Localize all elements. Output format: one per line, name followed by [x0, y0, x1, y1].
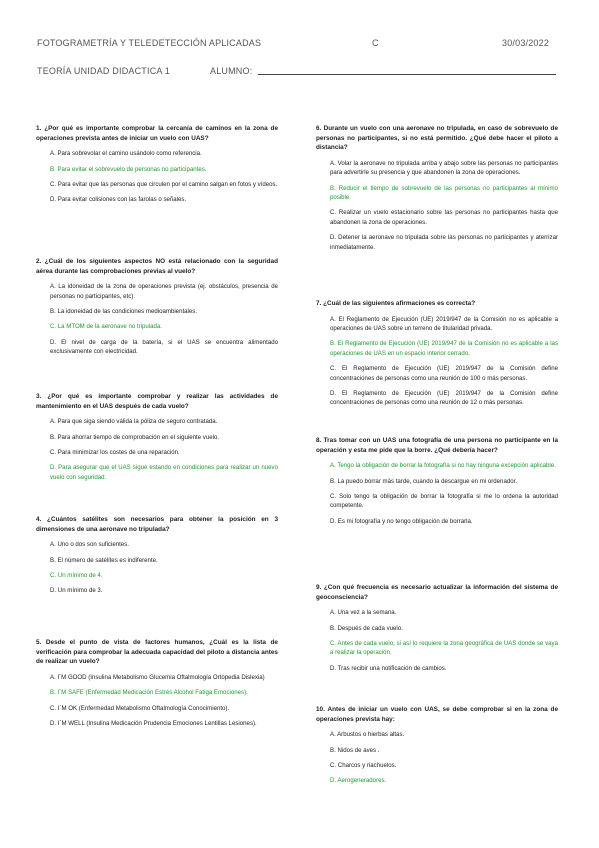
answer-option[interactable]: A. Una vez a la semana. [330, 609, 397, 617]
answer-option[interactable]: C. Para minimizar los costes de una reparación. [50, 449, 180, 456]
answer-option[interactable]: C. Realizar un vuelo estacionario sobre las personas no participantes hasta que abandonen la zona de operaciones. [330, 209, 558, 226]
subject-title: FOTOGRAMETRÍA Y TELEDETECCIÓN APLICADAS [37, 38, 262, 48]
answer-option[interactable]: A. La idoneidad de la zona de operaciones prevista (ej. obstáculos, presencia de personas no participantes, etc). [50, 283, 278, 300]
question-title: 1. ¿Por qué es importante comprobar la cercanía de caminos en la zona de operaciones prevista antes de iniciar un vuelo con UAS? [36, 125, 278, 142]
question-title: 2. ¿Cuál de los siguientes aspectos NO está relacionado con la seguridad aérea durante las comprobaciones previas al vuelo? [36, 258, 278, 275]
answer-option[interactable]: A. Para que siga siendo válida la póliza de seguro contratada. [50, 418, 218, 426]
answer-option[interactable]: D. Un mínimo de 3. [50, 587, 103, 595]
question-title: 6. Durante un vuelo con una aeronave no tripulada, en caso de sobrevuelo de personas no participantes, si no está permitido. ¿Qué debe hacer el piloto a distancia? [316, 125, 558, 152]
answer-option[interactable]: D. El Reglamento de Ejecución (UE) 2019/947 de la Comisión define concentraciones de personas como una reunión de 12 o más personas. [330, 390, 558, 407]
answer-option[interactable]: A. Para sobrevolar el camino usándolo como referencia. [50, 150, 202, 158]
answer-option[interactable]: A. El Reglamento de Ejecución (UE) 2019/947 de la Comisión no es aplicable a operaciones de UAS sobre un terreno de titularidad privada. [330, 315, 558, 332]
answer-option[interactable]: C. Charcos y riachuelos. [330, 762, 397, 769]
student-name-line[interactable] [258, 74, 556, 75]
answer-option[interactable]: D. El nivel de carga de la batería, si el UAS se encuentra alimentado exclusivamente con electricidad. [50, 338, 278, 356]
question-9 [316, 583, 558, 673]
answer-option[interactable]: C. I´M OK (Enfermedad Metabolismo Oftalmología Conocimiento). [50, 704, 230, 712]
answer-option[interactable]: C. Para evitar que las personas que circulen por el camino salgan en fotos y vídeos. [50, 181, 278, 188]
answer-option[interactable]: A. Uno o dos son suficientes. [50, 541, 129, 549]
answer-option-correct[interactable]: B. I´M SAFE (Enfermedad Medicación Estrés Alcohol Fatiga Emociones). [50, 689, 248, 697]
student-label: ALUMNO: [210, 66, 253, 76]
unit-title: TEORÍA UNIDAD DIDACTICA 1 [37, 66, 171, 76]
answer-option[interactable]: D. Es mi fotografía y no tengo obligación de borrarla. [330, 517, 473, 525]
question-10 [316, 705, 558, 786]
question-4 [36, 515, 278, 596]
question-title: 8. Tras tomar con un UAS una fotografía de una persona no participante en la operación y esta me pide que la borre. ¿Qué debería hacer? [316, 437, 558, 454]
answer-option[interactable]: B. La idoneidad de las condiciones medioambientales. [50, 308, 198, 315]
answer-option[interactable]: A. Arbustos o hierbas altas. [330, 731, 405, 739]
answer-option[interactable]: D. Detener la aeronave no tripulada sobre las personas no participantes y aterrizar inmediatamente. [330, 234, 558, 251]
answer-option[interactable]: B. El número de satélites es indiferente. [50, 556, 158, 564]
answer-option-correct[interactable]: C. La MTOM de la aeronave no tripulada. [50, 323, 163, 331]
question-title: 9. ¿Con qué frecuencia es necesario actualizar la información del sistema de geoconsciencia? [316, 584, 558, 601]
question-title: 10. Antes de iniciar un vuelo con UAS, se debe comprobar si en la zona de operaciones prevista hay: [316, 706, 558, 723]
question-7 [316, 299, 558, 408]
question-title: 3. ¿Por qué es importante comprobar y realizar las actividades de mantenimiento en el UAS después de cada vuelo? [36, 393, 278, 410]
answer-option[interactable]: B. Después de cada vuelo. [330, 624, 403, 632]
answer-option[interactable]: A. I´M GOOD (Insulina Metabolismo Glucemia Oftalmología Ortopedia Dislexia) [50, 673, 265, 681]
answer-option[interactable]: B. La puedo borrar más tarde, cuando la descargue en mi ordenador. [330, 477, 517, 485]
answer-option[interactable]: D. Tras recibir una notificación de cambios. [330, 664, 447, 672]
exam-date: 30/03/2022 [502, 38, 550, 48]
question-8 [316, 436, 558, 526]
answer-option[interactable]: A. Volar la aeronave no tripulada arriba y abajo sobre las personas no participantes para advertirle su presencia y que abandonen la zona de operaciones. [330, 159, 558, 177]
answer-option[interactable]: C. Solo tengo la obligación de borrar la fotografía si me lo ordena la autoridad competente. [330, 493, 558, 510]
exam-version: C [372, 38, 379, 48]
question-6 [316, 124, 558, 252]
answer-option-correct[interactable]: B. Reducir el tiempo de sobrevuelo de las personas no participantes al mínimo posible. [330, 184, 558, 201]
answer-option[interactable]: C. El Reglamento de Ejecución (UE) 2019/947 de la Comisión define concentraciones de personas como una reunión de 100 o más personas. [330, 365, 558, 382]
question-title: 7. ¿Cuál de las siguientes afirmaciones es correcta? [316, 300, 476, 307]
answer-option-correct[interactable]: A. Tengo la obligación de borrar la fotografía si no hay ninguna excepción aplicable. [330, 462, 556, 470]
answer-option-correct[interactable]: C. Antes de cada vuelo, si así lo requiere la zona geográfica de UAS donde se vaya a realizar la operación. [330, 640, 558, 657]
answer-option[interactable]: D. Para evitar colisiones con las farolas o señales. [50, 196, 187, 204]
answer-option[interactable]: D. I´M WELL (Insulina Medicación Prudencia Emociones Lentillas Lesiones). [50, 720, 257, 727]
answer-option-correct[interactable]: B. Para evitar el sobrevuelo de personas no participantes. [50, 165, 207, 173]
question-title: 5. Desde el punto de vista de factores humanos, ¿Cuál es la lista de verificación para comprobar la adecuada capacidad del piloto a distancia antes de realizar un vuelo? [36, 639, 278, 666]
answer-option[interactable]: B. Nidos de aves . [330, 746, 380, 754]
answer-option-correct[interactable]: B. El Reglamento de Ejecución (UE) 2019/947 de la Comisión no es aplicable a las operaciones de UAS en un espacio interior cerrado. [330, 340, 558, 357]
answer-option-correct[interactable]: D. Para asegurar que el UAS sigue estando en condiciones para realizar un nuevo vuelo con seguridad. [50, 464, 278, 481]
question-1 [36, 124, 278, 205]
question-5 [36, 638, 278, 728]
question-title: 4. ¿Cuántos satélites son necesarios para obtener la posición en 3 dimensiones de una aeronave no tripulada? [36, 516, 278, 533]
answer-option[interactable]: B. Para ahorrar tiempo de comprobación en el siguiente vuelo. [50, 433, 220, 441]
answer-option-correct[interactable]: C. Un mínimo de 4. [50, 572, 103, 579]
question-2 [36, 257, 278, 357]
question-3 [36, 392, 278, 482]
answer-option-correct[interactable]: D. Aerogeneradores. [330, 777, 387, 785]
